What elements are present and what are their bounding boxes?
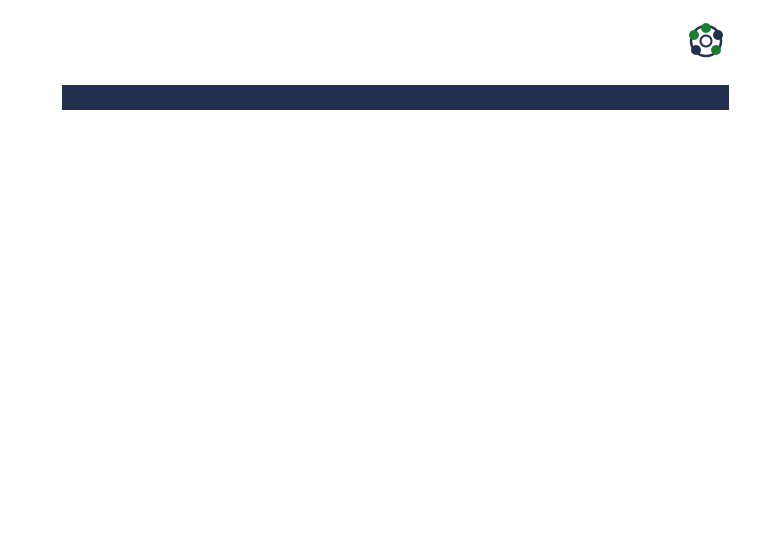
column-header-horario — [63, 86, 132, 110]
unespar-logo — [676, 20, 736, 80]
unespar-emblem-icon — [686, 22, 726, 60]
column-header-2-ano — [271, 86, 450, 110]
table-header-row — [63, 86, 729, 110]
column-header-1-ano — [132, 86, 271, 110]
column-header-3-ano — [450, 86, 583, 110]
column-header-4-ano — [583, 86, 729, 110]
schedule-table — [62, 85, 729, 110]
